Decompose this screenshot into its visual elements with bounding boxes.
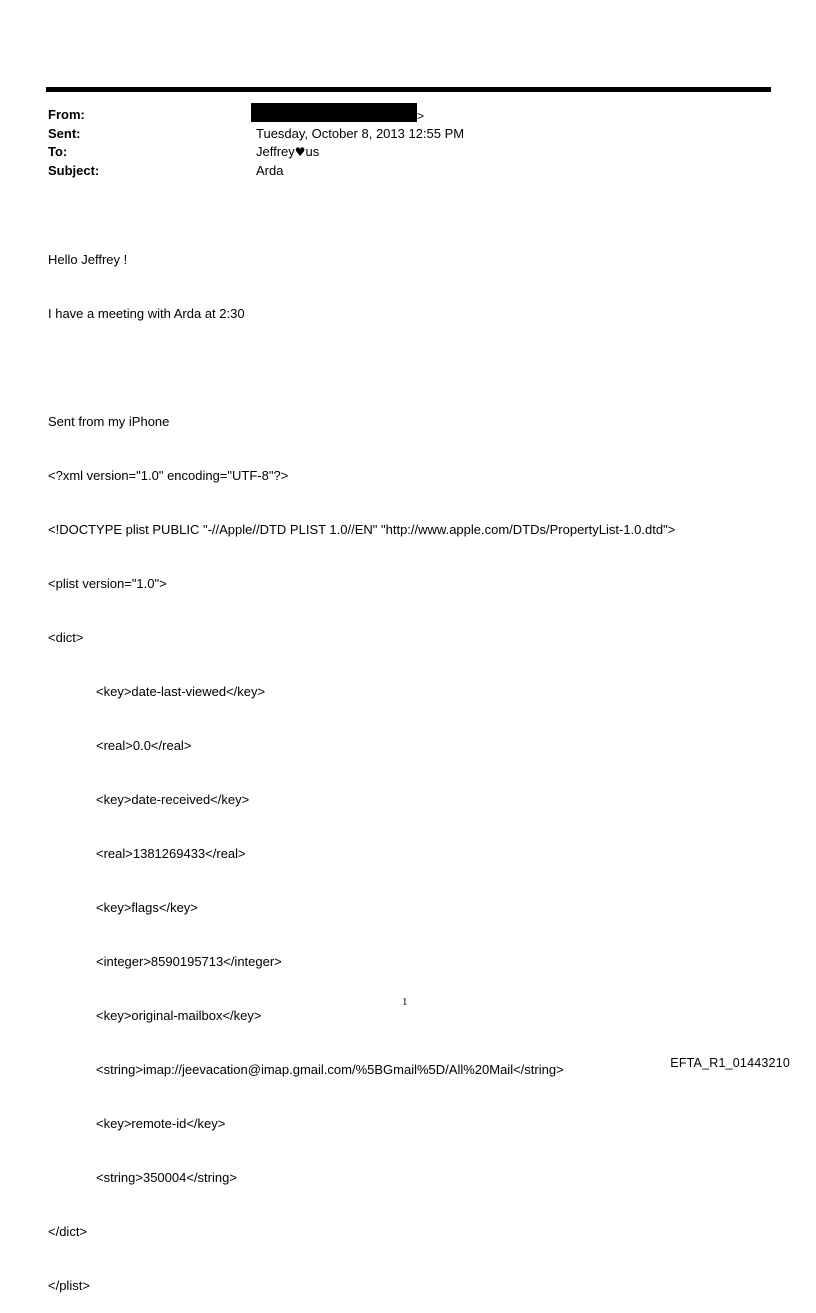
to-row bbox=[48, 143, 748, 162]
heart-icon: ♥ bbox=[294, 145, 306, 159]
header-divider-rule bbox=[46, 87, 771, 92]
dict-open-tag: <dict> bbox=[48, 630, 84, 645]
to-value-suffix: us bbox=[305, 144, 320, 159]
subject-value: Arda bbox=[256, 162, 284, 178]
sent-value: Tuesday, October 8, 2013 12:55 PM bbox=[256, 125, 465, 141]
plist-entry-line: <integer>8590195713</integer> bbox=[96, 954, 282, 969]
page-number: 1 bbox=[402, 996, 408, 1008]
plist-entry-line: <key>original-mailbox</key> bbox=[96, 1008, 262, 1023]
plist-close-tag: </plist> bbox=[48, 1278, 90, 1293]
email-header bbox=[48, 106, 748, 180]
sent-row bbox=[48, 125, 748, 144]
plist-entry-line: <real>1381269433</real> bbox=[96, 846, 246, 861]
to-label: To: bbox=[48, 144, 68, 159]
from-value-tail: > bbox=[417, 109, 425, 123]
from-label: From: bbox=[48, 107, 85, 122]
dict-close-tag: </dict> bbox=[48, 1224, 88, 1239]
plist-entry-line: <real>0.0</real> bbox=[96, 738, 192, 753]
bates-number: EFTA_R1_01443210 bbox=[670, 1056, 790, 1070]
sent-label: Sent: bbox=[48, 125, 81, 141]
subject-row bbox=[48, 162, 748, 181]
plist-entry-line: <string>350004</string> bbox=[96, 1170, 237, 1185]
blank-line bbox=[48, 359, 788, 377]
redaction-block bbox=[251, 103, 417, 122]
signature-line: Sent from my iPhone bbox=[48, 414, 170, 429]
plist-xml-declaration: <?xml version="1.0" encoding="UTF-8"?> bbox=[48, 468, 289, 483]
plist-entry-line: <key>remote-id</key> bbox=[96, 1116, 226, 1131]
plist-entry-line: <key>flags</key> bbox=[96, 900, 198, 915]
plist-doctype: <!DOCTYPE plist PUBLIC "-//Apple//DTD PLIST 1.0//EN" "http://www.apple.com/DTDs/PropertyList-1.0.dtd"> bbox=[48, 522, 676, 537]
subject-label: Subject: bbox=[48, 162, 100, 178]
plist-entry-line: <string>imap://jeevacation@imap.gmail.com/%5BGmail%5D/All%20Mail</string> bbox=[96, 1062, 564, 1077]
to-value-prefix: Jeffrey bbox=[256, 144, 295, 159]
from-row bbox=[48, 106, 748, 125]
email-body bbox=[48, 215, 788, 1313]
message-line: I have a meeting with Arda at 2:30 bbox=[48, 306, 245, 321]
greeting-line: Hello Jeffrey ! bbox=[48, 252, 128, 267]
plist-entry-line: <key>date-last-viewed</key> bbox=[96, 684, 266, 699]
plist-entry-line: <key>date-received</key> bbox=[96, 792, 250, 807]
plist-open-tag: <plist version="1.0"> bbox=[48, 576, 167, 591]
to-value bbox=[256, 143, 319, 162]
